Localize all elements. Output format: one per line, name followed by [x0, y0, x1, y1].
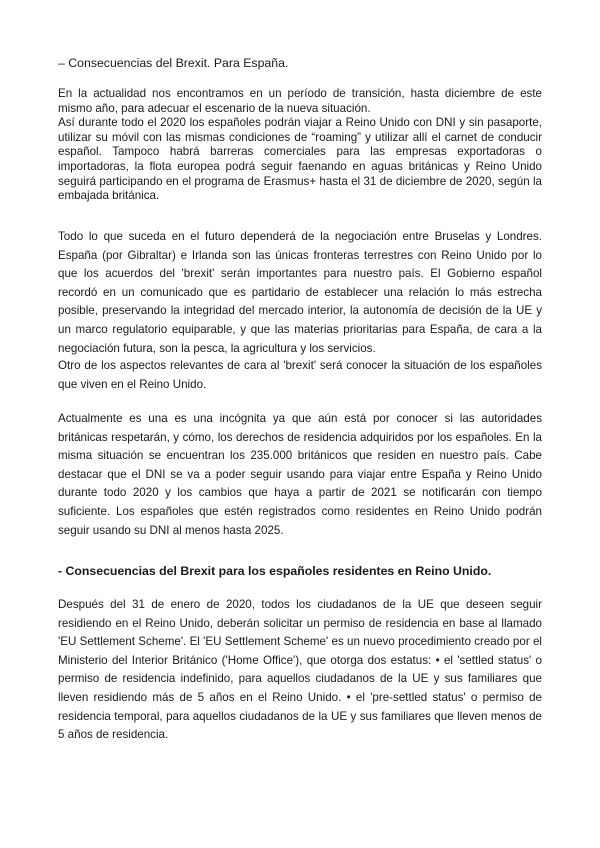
paragraph-future-negotiation: Todo lo que suceda en el futuro dependerá de la negociación entre Bruselas y Londres. España (por Gibraltar) e Irlanda son las únicas fronteras terrestres con Reino Unido por lo que los acuerdos del 'brexit' serán importantes para nuestro país. El Gobierno español recordó en un comunicado que es partidario de establecer una relación lo más estrecha posible, preservando la integridad del mercado interior, la autonomía de decisión de la UE y un marco regulatorio equiparable, y que las materias prioritarias para España, de cara a la negociación futura, son la pesca, la agricultura y los servicios.	[58, 230, 542, 355]
heading-spain: – Consecuencias del Brexit. Para España.	[58, 56, 289, 70]
heading-residents: - Consecuencias del Brexit para los españoles residentes en Reino Unido.	[58, 564, 492, 578]
intro-block	[58, 87, 542, 204]
paragraph-settlement-scheme: Después del 31 de enero de 2020, todos los ciudadanos de la UE que deseen seguir residiendo en el Reino Unido, deberán solicitar un permiso de residencia en base al llamado 'EU Settlement Scheme'. El 'EU Settlement Scheme' es un nuevo procedimiento creado por el Ministerio del Interior Británico ('Home Office'), que otorga dos estatus: • el 'settled status' o permiso de residencia indefinido, para aquellos ciudadanos de la UE y sus familiares que lleven residiendo más de 5 años en el Reino Unido. • el 'pre-settled status' o permiso de residencia temporal, para aquellos ciudadanos de la UE y sus familiares que lleven menos de 5 años de residencia.	[58, 598, 542, 742]
intro-paragraph-2020: Así durante todo el 2020 los españoles podrán viajar a Reino Unido con DNI y sin pasaporte, utilizar su móvil con las mismas condiciones de “roaming” y utilizar allí el carnet de conducir español. Tampoco habrá barreras comerciales para las empresas exportadoras o importadoras, la flota europea podrá seguir faenando en aguas británicas y Reino Unido seguirá participando en el programa de Erasmus+ hasta el 31 de diciembre de 2020, según la embajada británica.	[58, 116, 542, 203]
paragraph-spaniards-in-uk: Otro de los aspectos relevantes de cara al 'brexit' será conocer la situación de los españoles que viven en el Reino Unido.	[58, 359, 542, 391]
intro-paragraph-transition: En la actualidad nos encontramos en un período de transición, hasta diciembre de este mismo año, para adecuar el escenario de la nueva situación.	[58, 87, 542, 115]
paragraph-residence-rights: Actualmente es una es una incógnita ya que aún está por conocer si las autoridades británicas respetarán, y cómo, los derechos de residencia adquiridos por los españoles. En la misma situación se encuentran los 235.000 británicos que residen en nuestro país. Cabe destacar que el DNI se va a poder seguir usando para viajar entre España y Reino Unido durante todo 2020 y los cambios que haya a partir de 2021 se notificarán con tiempo suficiente. Los españoles que estén registrados como residentes en Reino Unido podrán seguir usando su DNI al menos hasta 2025.	[58, 412, 542, 537]
